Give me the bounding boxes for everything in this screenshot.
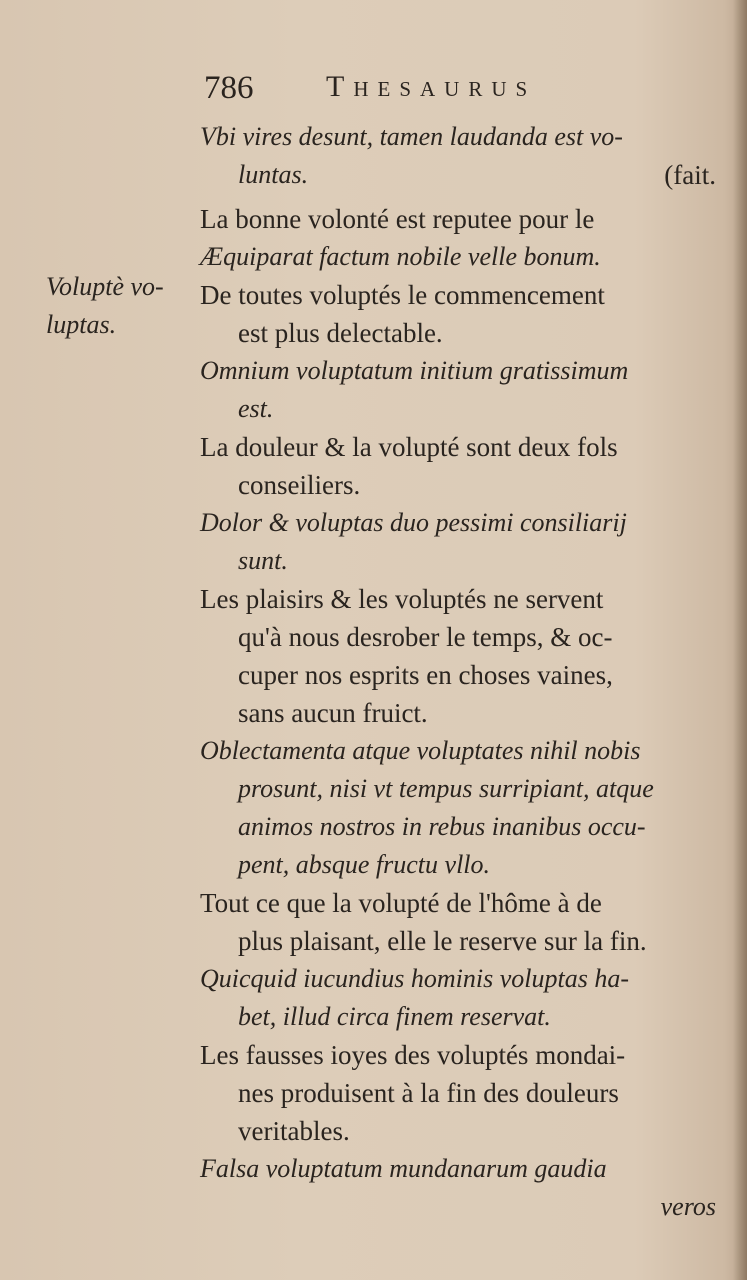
spine-shadow: [733, 0, 747, 1280]
margin-note-line: Voluptè vo-: [46, 272, 164, 301]
latin-line: Dolor & voluptas duo pessimi consiliarij: [200, 508, 627, 537]
margin-note: [46, 268, 196, 344]
latin-line: pent, absque fructu vllo.: [238, 850, 491, 879]
latin-line: Æquiparat factum nobile velle bonum.: [200, 242, 601, 271]
margin-note-line: luptas.: [46, 310, 117, 339]
french-line: De toutes voluptés le commencement: [200, 280, 605, 310]
french-line: (fait.: [664, 160, 716, 190]
french-line: veritables.: [238, 1116, 350, 1146]
french-line: cuper nos esprits en choses vaines,: [238, 660, 613, 690]
french-line: conseiliers.: [238, 470, 361, 500]
french-line: La douleur & la volupté sont deux fols: [200, 432, 618, 462]
french-line: Les plaisirs & les voluptés ne servent: [200, 584, 604, 614]
latin-line: Omnium voluptatum initium gratissimum: [200, 356, 629, 385]
latin-line: animos nostros in rebus inanibus occu-: [238, 812, 646, 841]
page-number: 786: [204, 70, 254, 106]
latin-line: est.: [238, 394, 274, 423]
french-line: est plus delectable.: [238, 318, 443, 348]
french-line: sans aucun fruict.: [238, 698, 428, 728]
latin-line: prosunt, nisi vt tempus surripiant, atque: [238, 774, 654, 803]
catchword: veros: [660, 1192, 716, 1221]
latin-line: Quicquid iucundius hominis voluptas ha-: [200, 964, 629, 993]
french-line: Tout ce que la volupté de l'hôme à de: [200, 888, 602, 918]
latin-line: sunt.: [238, 546, 288, 575]
latin-line: Oblectamenta atque voluptates nihil nobis: [200, 736, 641, 765]
running-head: [198, 70, 658, 110]
main-text: [200, 118, 730, 1226]
french-line: nes produisent à la fin des douleurs: [238, 1078, 619, 1108]
french-line: qu'à nous desrober le temps, & oc-: [238, 622, 613, 652]
running-title: Thesaurus: [326, 70, 537, 103]
french-line: La bonne volonté est reputee pour le: [200, 204, 595, 234]
latin-line: Falsa voluptatum mundanarum gaudia: [200, 1154, 607, 1183]
latin-line: Vbi vires desunt, tamen laudanda est vo-: [200, 122, 623, 151]
latin-line: bet, illud circa finem reservat.: [238, 1002, 551, 1031]
french-line: plus plaisant, elle le reserve sur la fin.: [238, 926, 647, 956]
latin-line: luntas.: [238, 160, 309, 189]
french-line: Les fausses ioyes des voluptés mondai-: [200, 1040, 626, 1070]
